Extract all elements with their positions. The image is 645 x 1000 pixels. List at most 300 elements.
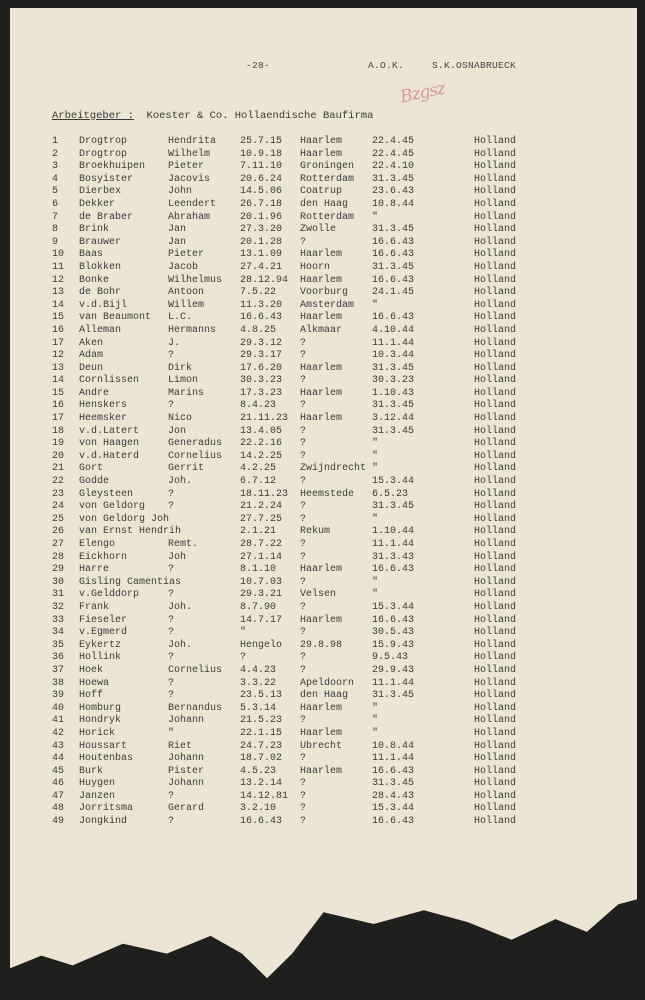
birth-place: Haarlem bbox=[300, 413, 343, 425]
birth-date: 13.2.14 bbox=[240, 778, 283, 790]
given-name: Jacob bbox=[168, 261, 199, 273]
surname: Frank bbox=[79, 601, 110, 613]
nationality: Holland bbox=[474, 173, 517, 185]
birth-date: 22.2.16 bbox=[240, 438, 283, 450]
birth-date: 17.6.20 bbox=[240, 362, 283, 374]
given-name: ? bbox=[168, 816, 175, 828]
birth-date: 25.7.15 bbox=[240, 136, 283, 147]
surname: Adam bbox=[79, 350, 104, 362]
row-number: 21 bbox=[52, 463, 65, 475]
nationality: Holland bbox=[474, 287, 517, 299]
birth-place: ? bbox=[300, 778, 307, 790]
row-number: 36 bbox=[52, 652, 65, 664]
birth-place: ? bbox=[300, 601, 307, 613]
entry-date: 31.3.45 bbox=[372, 501, 415, 513]
row-number: 38 bbox=[52, 677, 65, 689]
birth-place: Haarlem bbox=[300, 727, 343, 739]
birth-place: ? bbox=[300, 350, 307, 362]
birth-date: 3.3.22 bbox=[240, 677, 277, 689]
entry-date: " bbox=[372, 576, 379, 588]
surname: v.Egmerd bbox=[79, 627, 128, 639]
list-item bbox=[0, 350, 645, 363]
surname: de Braber bbox=[79, 211, 134, 223]
surname: Baas bbox=[79, 249, 104, 261]
entry-date: " bbox=[372, 513, 379, 525]
nationality: Holland bbox=[474, 526, 517, 538]
list-item bbox=[0, 564, 645, 577]
entry-date: 16.6.43 bbox=[372, 249, 415, 261]
given-name: Pieter bbox=[168, 249, 205, 261]
entry-date: 1.10.43 bbox=[372, 387, 415, 399]
list-item bbox=[0, 728, 645, 741]
list-item bbox=[0, 753, 645, 766]
birth-place: Zwijndrecht " bbox=[300, 463, 379, 475]
birth-date: 8.4.23 bbox=[240, 400, 277, 412]
birth-date: 14.7.17 bbox=[240, 614, 283, 626]
given-name: Willem bbox=[168, 299, 205, 311]
given-name: Marins bbox=[168, 387, 205, 399]
row-number: 18 bbox=[52, 425, 65, 437]
birth-date: 26.7.18 bbox=[240, 198, 283, 210]
entry-date: 3.12.44 bbox=[372, 413, 415, 425]
birth-place: ? bbox=[300, 501, 307, 513]
list-item bbox=[0, 451, 645, 464]
surname: Huygen bbox=[79, 778, 116, 790]
nationality: Holland bbox=[474, 425, 517, 437]
birth-place: ? bbox=[300, 652, 307, 664]
row-number: 6 bbox=[52, 198, 59, 210]
row-number: 15 bbox=[52, 312, 65, 324]
nationality: Holland bbox=[474, 790, 517, 802]
birth-place: ? bbox=[300, 375, 307, 387]
nationality: Holland bbox=[474, 778, 517, 790]
given-name: Wilhelmus bbox=[168, 274, 223, 286]
list-item bbox=[0, 791, 645, 804]
birth-place: Haarlem bbox=[300, 614, 343, 626]
surname: Broekhuipen bbox=[79, 161, 146, 173]
nationality: Holland bbox=[474, 627, 517, 639]
birth-place: Rotterdam bbox=[300, 173, 355, 185]
nationality: Holland bbox=[474, 387, 517, 399]
birth-date: " bbox=[240, 627, 247, 639]
entry-date: 11.1.44 bbox=[372, 337, 415, 349]
surname: Gisling Camentias bbox=[79, 576, 182, 588]
list-item bbox=[0, 690, 645, 703]
surname: van Ernst Hendrih bbox=[79, 526, 182, 538]
row-number: 48 bbox=[52, 803, 65, 815]
list-item bbox=[0, 363, 645, 376]
surname: Cornlissen bbox=[79, 375, 140, 387]
given-name: Cornelius bbox=[168, 450, 223, 462]
row-number: 49 bbox=[52, 816, 65, 828]
birth-date: 20.6.24 bbox=[240, 173, 283, 185]
list-item bbox=[0, 778, 645, 791]
row-number: 5 bbox=[52, 186, 59, 198]
given-name: Gerrit bbox=[168, 463, 205, 475]
list-item bbox=[0, 703, 645, 716]
list-item bbox=[0, 186, 645, 199]
given-name: L.C. bbox=[168, 312, 193, 324]
row-number: 20 bbox=[52, 450, 65, 462]
row-number: 42 bbox=[52, 727, 65, 739]
surname: Elengo bbox=[79, 539, 116, 550]
entry-date: 11.1.44 bbox=[372, 677, 415, 689]
nationality: Holland bbox=[474, 350, 517, 362]
entry-date: 31.3.45 bbox=[372, 690, 415, 702]
entry-date: 31.3.45 bbox=[372, 425, 415, 437]
list-item bbox=[0, 539, 645, 552]
entry-date: 10.8.44 bbox=[372, 740, 415, 752]
birth-date: 27.7.25 bbox=[240, 513, 283, 525]
given-name: Pister bbox=[168, 765, 205, 777]
birth-date: 27.1.14 bbox=[240, 551, 283, 563]
surname: Hondryk bbox=[79, 715, 122, 727]
birth-date: 28.12.94 bbox=[240, 274, 289, 286]
entry-date: 16.6.43 bbox=[372, 765, 415, 777]
nationality: Holland bbox=[474, 261, 517, 273]
aok-label: A.O.K. bbox=[368, 60, 405, 71]
list-item bbox=[0, 275, 645, 288]
given-name: ? bbox=[168, 677, 175, 689]
row-number: 2 bbox=[52, 148, 59, 160]
list-item bbox=[0, 174, 645, 187]
nationality: Holland bbox=[474, 362, 517, 374]
given-name: Hendrita bbox=[168, 136, 217, 147]
given-name: Bernandus bbox=[168, 702, 223, 714]
given-name: Hermanns bbox=[168, 324, 217, 336]
surname: Hollink bbox=[79, 652, 122, 664]
surname: Blokken bbox=[79, 261, 122, 273]
entry-date: 31.3.45 bbox=[372, 173, 415, 185]
birth-date: 16.6.43 bbox=[240, 312, 283, 324]
given-name: Generadus bbox=[168, 438, 223, 450]
given-name: Abraham bbox=[168, 211, 211, 223]
list-item bbox=[0, 312, 645, 325]
given-name: Gerard bbox=[168, 803, 205, 815]
surname: Houtenbas bbox=[79, 753, 134, 765]
surname: Bonke bbox=[79, 274, 110, 286]
nationality: Holland bbox=[474, 740, 517, 752]
list-item bbox=[0, 526, 645, 539]
birth-date: 6.7.12 bbox=[240, 476, 277, 488]
surname: Henskers bbox=[79, 400, 128, 412]
nationality: Holland bbox=[474, 664, 517, 676]
row-number: 40 bbox=[52, 702, 65, 714]
row-number: 46 bbox=[52, 778, 65, 790]
list-item bbox=[0, 400, 645, 413]
row-number: 44 bbox=[52, 753, 65, 765]
nationality: Holland bbox=[474, 715, 517, 727]
row-number: 16 bbox=[52, 324, 65, 336]
surname: Dekker bbox=[79, 198, 116, 210]
entry-date: 16.6.43 bbox=[372, 564, 415, 576]
employer-line bbox=[52, 110, 373, 122]
row-number: 17 bbox=[52, 413, 65, 425]
birth-date: ? bbox=[240, 652, 247, 664]
list-item bbox=[0, 489, 645, 502]
surname: Eickhorn bbox=[79, 551, 128, 563]
given-name: Joh. bbox=[168, 476, 193, 488]
birth-place: ? bbox=[300, 539, 307, 550]
birth-date: 10.7.03 bbox=[240, 576, 283, 588]
nationality: Holland bbox=[474, 816, 517, 828]
birth-place: Coatrup bbox=[300, 186, 343, 198]
list-item bbox=[0, 438, 645, 451]
row-number: 14 bbox=[52, 375, 65, 387]
row-number: 41 bbox=[52, 715, 65, 727]
entry-date: 23.6.43 bbox=[372, 186, 415, 198]
list-item bbox=[0, 287, 645, 300]
nationality: Holland bbox=[474, 488, 517, 500]
given-name: Riet bbox=[168, 740, 193, 752]
birth-place: Groningen bbox=[300, 161, 355, 173]
birth-date: 5.3.14 bbox=[240, 702, 277, 714]
nationality: Holland bbox=[474, 589, 517, 601]
given-name: ? bbox=[168, 564, 175, 576]
given-name: Johann bbox=[168, 753, 205, 765]
given-name: " bbox=[168, 727, 175, 739]
nationality: Holland bbox=[474, 803, 517, 815]
list-item bbox=[0, 589, 645, 602]
birth-date: 2.1.21 bbox=[240, 526, 277, 538]
nationality: Holland bbox=[474, 765, 517, 777]
given-name: ? bbox=[168, 589, 175, 601]
nationality: Holland bbox=[474, 337, 517, 349]
given-name: Johann bbox=[168, 715, 205, 727]
nationality: Holland bbox=[474, 312, 517, 324]
given-name: Joh bbox=[168, 551, 187, 563]
row-number: 13 bbox=[52, 362, 65, 374]
nationality: Holland bbox=[474, 413, 517, 425]
given-name: Johann bbox=[168, 778, 205, 790]
list-item bbox=[0, 476, 645, 489]
surname: Bosyister bbox=[79, 173, 134, 185]
row-number: 7 bbox=[52, 211, 59, 223]
surname: Aken bbox=[79, 337, 104, 349]
surname: Gleysteen bbox=[79, 488, 134, 500]
given-name: Joh. bbox=[168, 601, 193, 613]
entry-date: 15.3.44 bbox=[372, 476, 415, 488]
row-number: 4 bbox=[52, 173, 59, 185]
row-number: 43 bbox=[52, 740, 65, 752]
list-item bbox=[0, 627, 645, 640]
entry-date: 22.4.10 bbox=[372, 161, 415, 173]
list-item bbox=[0, 426, 645, 439]
birth-date: 18.11.23 bbox=[240, 488, 289, 500]
birth-date: 18.7.02 bbox=[240, 753, 283, 765]
given-name: Wilhelm bbox=[168, 148, 211, 160]
birth-place: ? bbox=[300, 450, 307, 462]
surname: Homburg bbox=[79, 702, 122, 714]
birth-date: 27.4.21 bbox=[240, 261, 283, 273]
birth-date: 13.1.09 bbox=[240, 249, 283, 261]
birth-place: Hoorn bbox=[300, 261, 331, 273]
birth-date: 29.3.21 bbox=[240, 589, 283, 601]
birth-place: Haarlem bbox=[300, 312, 343, 324]
row-number: 12 bbox=[52, 274, 65, 286]
surname: Drogtrop bbox=[79, 136, 128, 147]
birth-place: den Haag bbox=[300, 690, 349, 702]
row-number: 24 bbox=[52, 501, 65, 513]
birth-date: 4.2.25 bbox=[240, 463, 277, 475]
entry-date: " bbox=[372, 438, 379, 450]
entry-date: " bbox=[372, 211, 379, 223]
entry-date: " bbox=[372, 727, 379, 739]
surname: Horick bbox=[79, 727, 116, 739]
entry-date: 11.1.44 bbox=[372, 539, 415, 550]
birth-date: 14.12.81 bbox=[240, 790, 289, 802]
surname: von Haagen bbox=[79, 438, 140, 450]
birth-place: ? bbox=[300, 236, 307, 248]
entry-date: 10.8.44 bbox=[372, 198, 415, 210]
list-item bbox=[0, 161, 645, 174]
list-item bbox=[0, 766, 645, 779]
entry-date: 16.6.43 bbox=[372, 816, 415, 828]
birth-place: Haarlem bbox=[300, 362, 343, 374]
surname: Fieseler bbox=[79, 614, 128, 626]
birth-place: 29.8.98 bbox=[300, 639, 343, 651]
nationality: Holland bbox=[474, 476, 517, 488]
entry-date: 15.9.43 bbox=[372, 639, 415, 651]
entry-date: 31.3.45 bbox=[372, 362, 415, 374]
birth-place: ? bbox=[300, 715, 307, 727]
given-name: ? bbox=[168, 400, 175, 412]
given-name: Jacovis bbox=[168, 173, 211, 185]
list-item bbox=[0, 715, 645, 728]
surname: Brauwer bbox=[79, 236, 122, 248]
nationality: Holland bbox=[474, 224, 517, 236]
birth-place: ? bbox=[300, 576, 307, 588]
surname: v.d.Latert bbox=[79, 425, 140, 437]
entry-date: 22.4.45 bbox=[372, 148, 415, 160]
nationality: Holland bbox=[474, 249, 517, 261]
entry-date: 30.3.23 bbox=[372, 375, 415, 387]
list-item bbox=[0, 501, 645, 514]
birth-date: 4.8.25 bbox=[240, 324, 277, 336]
list-item bbox=[0, 577, 645, 590]
nationality: Holland bbox=[474, 211, 517, 223]
entry-date: 6.5.23 bbox=[372, 488, 409, 500]
list-item bbox=[0, 300, 645, 313]
surname: von Geldorg Joh bbox=[79, 513, 170, 525]
nationality: Holland bbox=[474, 274, 517, 286]
location-label: S.K.OSNABRUECK bbox=[432, 60, 517, 71]
nationality: Holland bbox=[474, 198, 517, 210]
birth-date: 7.11.10 bbox=[240, 161, 283, 173]
birth-place: ? bbox=[300, 438, 307, 450]
row-number: 12 bbox=[52, 350, 65, 362]
row-number: 31 bbox=[52, 589, 65, 601]
row-number: 47 bbox=[52, 790, 65, 802]
birth-date: 11.3.20 bbox=[240, 299, 283, 311]
list-item bbox=[0, 463, 645, 476]
given-name: Joh. bbox=[168, 639, 193, 651]
birth-place: ? bbox=[300, 816, 307, 828]
row-number: 25 bbox=[52, 513, 65, 525]
surname: v.d.Bijl bbox=[79, 299, 128, 311]
birth-place: Alkmaar bbox=[300, 324, 343, 336]
birth-date: 14.5.06 bbox=[240, 186, 283, 198]
given-name: J. bbox=[168, 337, 181, 349]
list-item bbox=[0, 413, 645, 426]
birth-place: Apeldoorn bbox=[300, 677, 355, 689]
surname: v.Gelddorp bbox=[79, 589, 140, 601]
list-item bbox=[0, 602, 645, 615]
row-number: 29 bbox=[52, 564, 65, 576]
birth-date: 20.1.28 bbox=[240, 236, 283, 248]
employer-name: Koester & Co. Hollaendische Baufirma bbox=[146, 110, 374, 122]
given-name: Jon bbox=[168, 425, 187, 437]
list-item bbox=[0, 816, 645, 829]
surname: Andre bbox=[79, 387, 110, 399]
birth-place: Rotterdam bbox=[300, 211, 355, 223]
row-number: 14 bbox=[52, 299, 65, 311]
row-number: 37 bbox=[52, 664, 65, 676]
row-number: 11 bbox=[52, 261, 65, 273]
birth-date: 4.5.23 bbox=[240, 765, 277, 777]
entry-date: 31.3.45 bbox=[372, 400, 415, 412]
birth-date: 24.7.23 bbox=[240, 740, 283, 752]
birth-place: Haarlem bbox=[300, 765, 343, 777]
given-name: Cornelius bbox=[168, 664, 223, 676]
nationality: Holland bbox=[474, 236, 517, 248]
birth-place: Ubrecht bbox=[300, 740, 343, 752]
row-number: 8 bbox=[52, 224, 59, 236]
row-number: 39 bbox=[52, 690, 65, 702]
worker-list bbox=[0, 136, 645, 829]
surname: Drogtrop bbox=[79, 148, 128, 160]
nationality: Holland bbox=[474, 652, 517, 664]
entry-date: 29.9.43 bbox=[372, 664, 415, 676]
list-item bbox=[0, 375, 645, 388]
row-number: 28 bbox=[52, 551, 65, 563]
birth-date: 3.2.10 bbox=[240, 803, 277, 815]
birth-date: 4.4.23 bbox=[240, 664, 277, 676]
birth-place: Haarlem bbox=[300, 136, 343, 147]
list-item bbox=[0, 803, 645, 816]
given-name: ? bbox=[168, 350, 175, 362]
row-number: 33 bbox=[52, 614, 65, 626]
surname: Jorritsma bbox=[79, 803, 134, 815]
nationality: Holland bbox=[474, 551, 517, 563]
surname: Alleman bbox=[79, 324, 122, 336]
surname: Brink bbox=[79, 224, 110, 236]
list-item bbox=[0, 262, 645, 275]
entry-date: 15.3.44 bbox=[372, 601, 415, 613]
birth-date: 23.5.13 bbox=[240, 690, 283, 702]
birth-place: Rekum bbox=[300, 526, 331, 538]
birth-place: Voorburg bbox=[300, 287, 349, 299]
surname: Janzen bbox=[79, 790, 116, 802]
row-number: 1 bbox=[52, 136, 59, 147]
birth-place: Haarlem bbox=[300, 387, 343, 399]
entry-date: " bbox=[372, 589, 379, 601]
nationality: Holland bbox=[474, 690, 517, 702]
birth-date: 16.6.43 bbox=[240, 816, 283, 828]
surname: van Beaumont bbox=[79, 312, 152, 324]
birth-place: ? bbox=[300, 513, 307, 525]
list-item bbox=[0, 325, 645, 338]
row-number: 16 bbox=[52, 400, 65, 412]
row-number: 13 bbox=[52, 287, 65, 299]
entry-date: " bbox=[372, 702, 379, 714]
given-name: ? bbox=[168, 501, 175, 513]
surname: v.d.Haterd bbox=[79, 450, 140, 462]
page-number: -28- bbox=[246, 60, 271, 71]
row-number: 17 bbox=[52, 337, 65, 349]
surname: Hoek bbox=[79, 664, 104, 676]
surname: Harre bbox=[79, 564, 110, 576]
